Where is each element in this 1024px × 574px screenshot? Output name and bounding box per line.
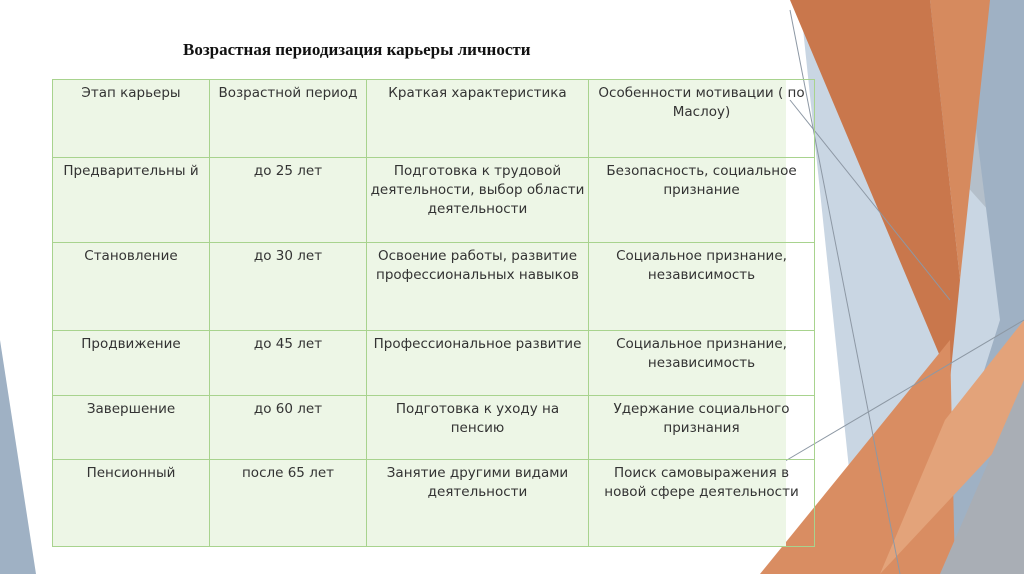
header-age-period: Возрастной период [210,80,367,158]
cell-stage: Пенсионный [53,460,210,547]
career-table-container [52,79,805,547]
cell-motivation: Социальное признание, независимость [589,331,815,396]
cell-motivation: Безопасность, социальное признание [589,158,815,242]
cell-stage: Предварительны й [53,158,210,242]
table-row [53,460,815,547]
cell-motivation: Удержание социального признания [589,395,815,460]
cell-age: до 30 лет [210,242,367,331]
table-row [53,395,815,460]
cell-characteristic: Профессиональное развитие [367,331,589,396]
cell-age: до 25 лет [210,158,367,242]
cell-motivation: Поиск самовыражения в новой сфере деятельности [589,460,815,547]
table-row [53,331,815,396]
cell-age: после 65 лет [210,460,367,547]
table-row [53,158,815,242]
header-short-characteristic: Краткая характеристика [367,80,589,158]
cell-age: до 45 лет [210,331,367,396]
header-motivation: Особенности мотивации ( по Маслоу) [589,80,815,158]
cell-age: до 60 лет [210,395,367,460]
left-blue-shape [0,340,36,574]
cell-stage: Становление [53,242,210,331]
cell-characteristic: Подготовка к уходу на пенсию [367,395,589,460]
table-row [53,242,815,331]
cell-characteristic: Освоение работы, развитие профессиональных навыков [367,242,589,331]
career-periodization-table [52,79,815,547]
cell-motivation: Социальное признание, независимость [589,242,815,331]
slide-title: Возрастная периодизация карьеры личности [183,40,531,59]
table-header-row [53,80,815,158]
cell-stage: Завершение [53,395,210,460]
cell-characteristic: Занятие другими видами деятельности [367,460,589,547]
cell-stage: Продвижение [53,331,210,396]
cell-characteristic: Подготовка к трудовой деятельности, выбор области деятельности [367,158,589,242]
header-career-stage: Этап карьеры [53,80,210,158]
